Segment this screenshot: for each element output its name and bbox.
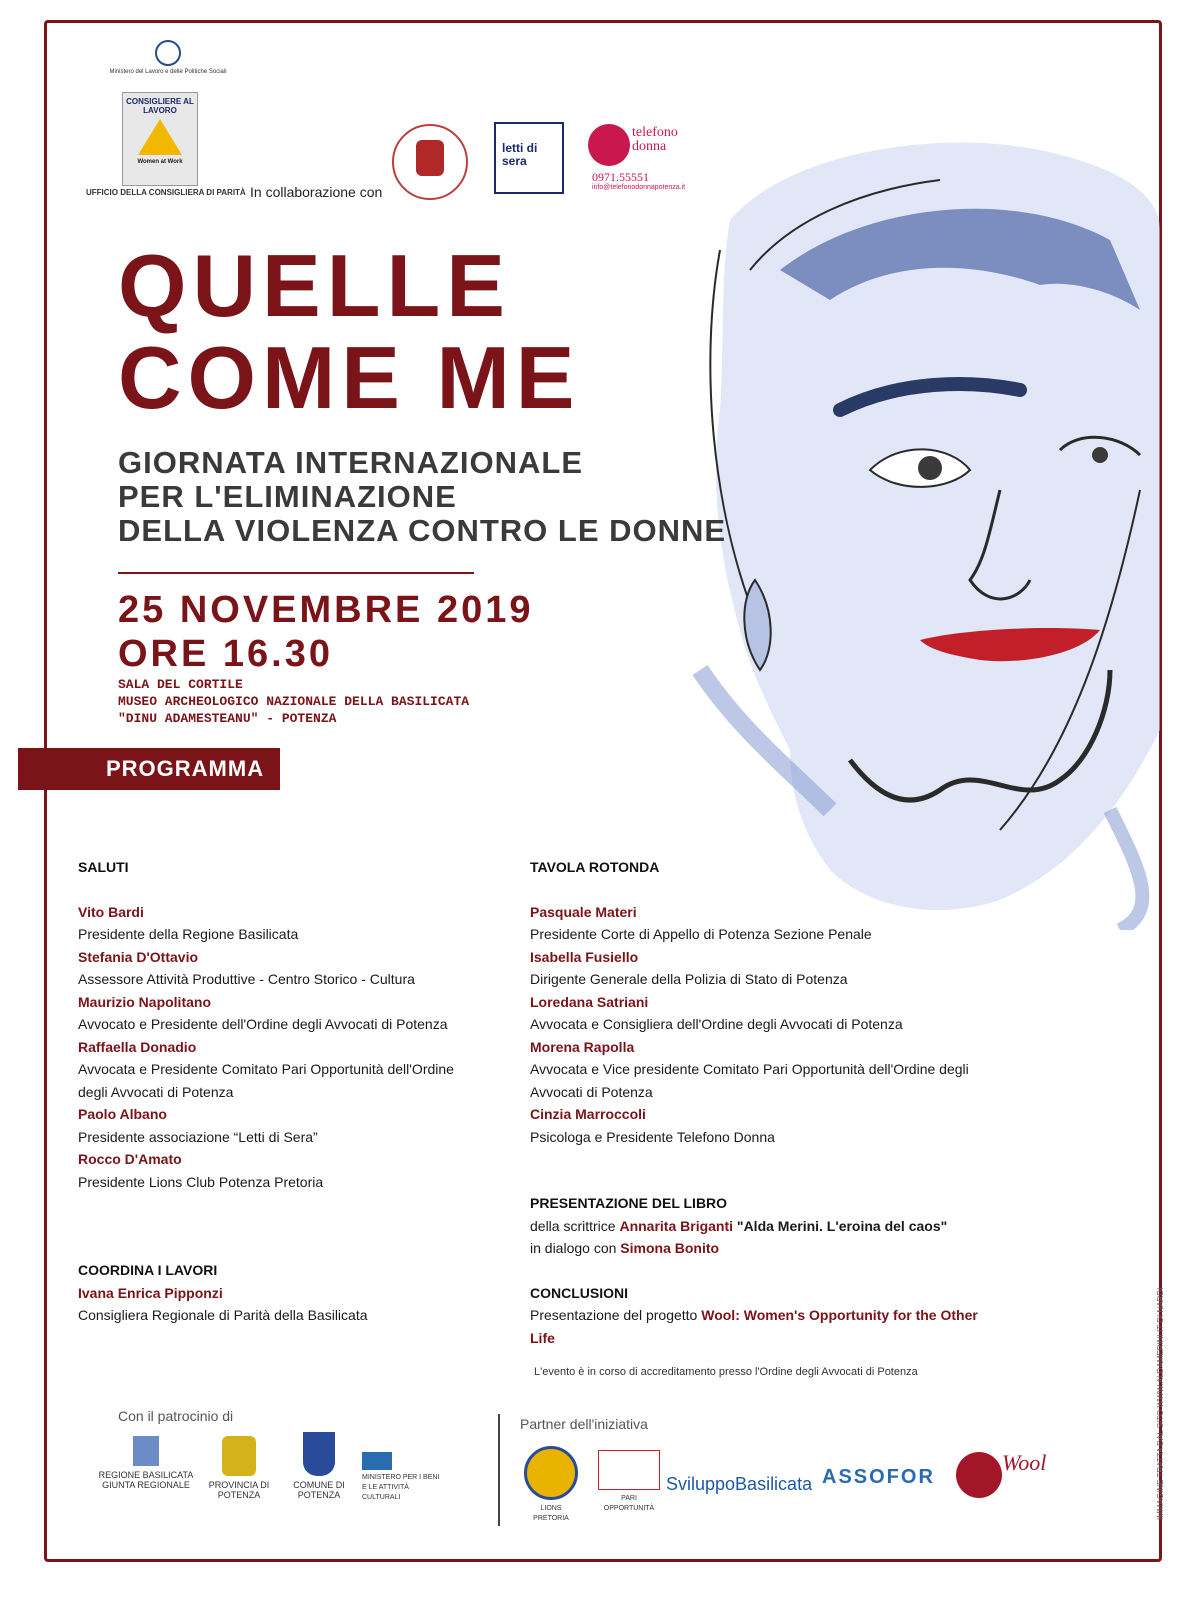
speaker-role: Avvocata e Presidente Comitato Pari Opportunità dell'Ordine: [78, 1061, 454, 1077]
libro-title: "Alda Merini. L'eroina del caos": [733, 1217, 948, 1234]
programma-banner: [18, 748, 280, 790]
telefono-phone: 0971.55551: [592, 170, 649, 184]
libro-line: [530, 1215, 1000, 1238]
partner-label: Partner dell'iniziativa: [520, 1416, 648, 1432]
title-line-1: QUELLE: [118, 236, 511, 335]
patron-provincia: [206, 1436, 272, 1500]
subtitle-line-1: GIORNATA INTERNAZIONALE: [118, 445, 584, 480]
avvocati-logo: [392, 124, 468, 200]
subtitle-line-2: PER L'ELIMINAZIONE: [118, 479, 457, 514]
speaker-role: Presidente associazione “Letti di Sera”: [78, 1128, 318, 1145]
letti-di-sera-logo: letti di sera: [494, 122, 564, 194]
consigliere-logo: [122, 92, 198, 186]
patron-provincia-label: PROVINCIA DI POTENZA: [208, 1480, 270, 1500]
speaker-name: Raffaella Donadio: [78, 1038, 197, 1055]
provincia-crest-icon: [222, 1436, 256, 1476]
consigliere-title: CONSIGLIERE AL LAVORO: [126, 97, 194, 115]
main-title: [118, 236, 581, 427]
subtitle-line-3: DELLA VIOLENZA CONTRO LE DONNE: [118, 513, 727, 548]
partner-pari: [596, 1450, 662, 1514]
right-column: [530, 856, 1000, 1349]
scales-icon: [416, 140, 444, 176]
speaker-name: Vito Bardi: [78, 903, 144, 920]
event-datetime: [118, 588, 534, 676]
partner-lions-label: LIONS PRETORIA: [533, 1505, 569, 1522]
panelist-name: Loredana Satriani: [530, 993, 649, 1010]
patron-mibac: [362, 1452, 442, 1503]
comune-crest-icon: [303, 1432, 335, 1476]
left-column: [78, 856, 488, 1327]
panelist-name: Pasquale Materi: [530, 903, 637, 920]
libro-author: Annarita Briganti: [619, 1217, 734, 1234]
patrocinio-label: Con il patrocinio di: [118, 1408, 234, 1424]
title-line-2: COME ME: [118, 328, 581, 427]
speaker-role: degli Avvocati di Potenza: [78, 1083, 234, 1100]
speaker-name: Paolo Albano: [78, 1106, 167, 1122]
libro-heading: PRESENTAZIONE DEL LIBRO: [530, 1195, 728, 1211]
telefono-circle-icon: [588, 124, 630, 166]
warning-sign-icon: [138, 119, 182, 155]
coordinator-name: Ivana Enrica Pipponzi: [78, 1284, 223, 1301]
project-name: Wool: Women's Opportunity for the Other Life: [530, 1307, 978, 1346]
venue-line-1: SALA DEL CORTILE: [118, 677, 243, 692]
event-date: 25 NOVEMBRE 2019: [118, 589, 534, 631]
panelist-role: Avvocata e Consigliera dell'Ordine degli Avvocati di Potenza: [530, 1016, 903, 1032]
dialog-name: Simona Bonito: [620, 1240, 720, 1256]
accreditation-note: L'evento è in corso di accreditamento presso l'Ordine degli Avvocati di Potenza: [534, 1366, 918, 1378]
speaker-role: Assessore Attività Produttive - Centro Storico - Cultura: [78, 971, 415, 987]
event-time: ORE 16.30: [118, 633, 333, 675]
venue-line-3: "DINU ADAMESTEANU" - POTENZA: [118, 711, 337, 726]
panelist-name: Cinzia Marroccoli: [530, 1106, 646, 1122]
speaker-name: Stefania D'Ottavio: [78, 948, 199, 965]
footer-divider: [498, 1414, 500, 1526]
italian-emblem-icon: [155, 40, 181, 66]
speaker-role: Avvocato e Presidente dell'Ordine degli Avvocati di Potenza: [78, 1016, 448, 1032]
lions-icon: [524, 1446, 578, 1500]
speaker-role: Presidente Lions Club Potenza Pretoria: [78, 1173, 324, 1190]
programma-label: PROGRAMMA: [106, 756, 265, 781]
consigliere-sub: Women at Work: [137, 159, 183, 165]
panelist-role: Dirigente Generale della Polizia di Stato di Potenza: [530, 971, 848, 987]
panelist-name: Morena Rapolla: [530, 1038, 635, 1055]
collaboration-label: In collaborazione con: [250, 184, 383, 200]
ufficio-label: UFFICIO DELLA CONSIGLIERA DI PARITÀ: [86, 188, 246, 197]
venue-line-2: MUSEO ARCHEOLOGICO NAZIONALE DELLA BASILICATA: [118, 694, 470, 709]
panelist-role: Avvocati di Potenza: [530, 1083, 653, 1100]
ministry-text: Ministero del Lavoro e delle Politiche Sociali: [109, 69, 227, 75]
speaker-role: Presidente della Regione Basilicata: [78, 926, 299, 942]
speaker-name: Maurizio Napolitano: [78, 993, 211, 1010]
patron-mibac-label: MINISTERO PER I BENI E LE ATTIVITÀ CULTURALI: [362, 1474, 440, 1501]
dialog-pre: in dialogo con: [530, 1240, 621, 1256]
ministry-logo: [88, 40, 248, 76]
dialog-line: [530, 1237, 1000, 1260]
conclusioni-pre: Presentazione del progetto: [530, 1307, 702, 1323]
saluti-heading: SALUTI: [78, 859, 129, 875]
partner-sviluppo: SviluppoBasilicata: [666, 1474, 813, 1494]
conclusioni-line: [530, 1304, 1000, 1349]
divider: [118, 572, 474, 574]
patron-comune: [284, 1432, 354, 1500]
mibac-icon: [362, 1452, 392, 1470]
coordinator-role: Consigliera Regionale di Parità della Basilicata: [78, 1307, 368, 1323]
patron-comune-label: COMUNE DI POTENZA: [293, 1480, 345, 1500]
partner-lions: [522, 1446, 580, 1524]
panelist-name: Isabella Fusiello: [530, 948, 639, 965]
scales-balance-icon: [598, 1450, 660, 1490]
panelist-role: Presidente Corte di Appello di Potenza Sezione Penale: [530, 926, 872, 942]
subtitle: [118, 446, 726, 548]
telefono-mail: info@telefonodonnapotenza.it: [592, 184, 686, 191]
partner-wool: Wool: [1002, 1450, 1047, 1475]
panelist-role: Psicologa e Presidente Telefono Donna: [530, 1128, 775, 1145]
speaker-name: Rocco D'Amato: [78, 1151, 182, 1167]
coordina-heading: COORDINA I LAVORI: [78, 1262, 218, 1278]
telefono-donna-logo: [586, 118, 686, 194]
telefono-name: telefono donna: [632, 125, 678, 154]
patron-regione: [90, 1436, 202, 1490]
tavola-heading: TAVOLA ROTONDA: [530, 859, 660, 875]
panelist-role: Avvocata e Vice presidente Comitato Pari Opportunità dell'Ordine degli: [530, 1061, 969, 1077]
conclusioni-heading: CONCLUSIONI: [530, 1284, 628, 1301]
image-credit: IMMAGINE TRATTA DAL SITO WWW.ALDAMERINI.IT DI NARDI: [1156, 1287, 1165, 1520]
wool-yarn-icon: [956, 1452, 1002, 1498]
libro-pre: della scrittrice: [530, 1217, 620, 1234]
regione-crest-icon: [133, 1436, 159, 1466]
partner-assofor: ASSOFOR: [822, 1466, 935, 1488]
patron-regione-label: REGIONE BASILICATA GIUNTA REGIONALE: [98, 1470, 194, 1490]
event-venue: [118, 676, 469, 727]
partner-pari-label: PARI OPPORTUNITÀ: [603, 1495, 655, 1512]
